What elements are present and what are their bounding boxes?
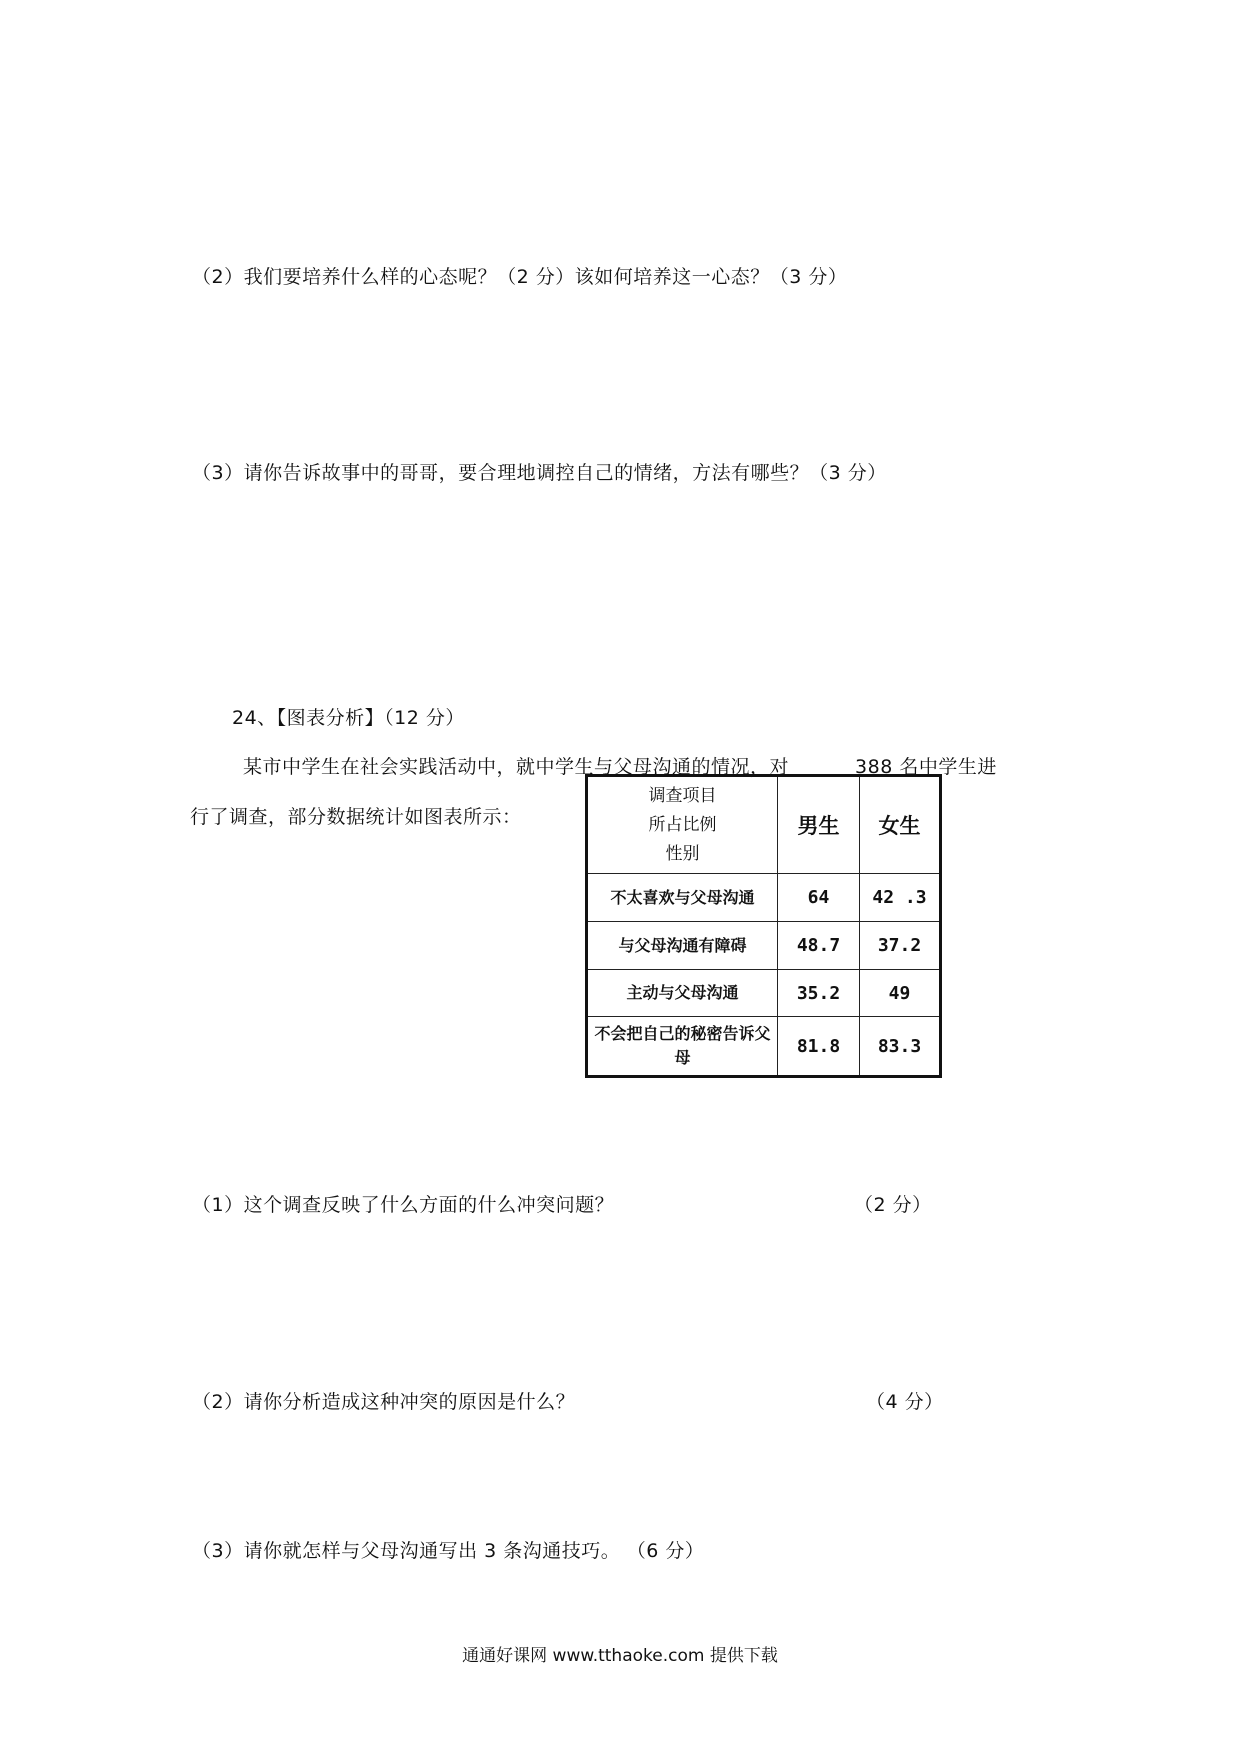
male-value: 64 <box>778 874 860 922</box>
corner-line-2: 所占比例 <box>648 814 717 835</box>
corner-line-1: 调查项目 <box>648 785 717 806</box>
corner-line-3: 性别 <box>665 843 700 864</box>
question-2-score: （4 分） <box>866 1391 944 1413</box>
female-value: 42 .3 <box>860 874 941 922</box>
question-2-prev: （2）我们要培养什么样的心态呢？（2 分）该如何培养这一心态？（3 分） <box>192 266 848 288</box>
survey-table <box>585 774 942 1078</box>
female-value: 49 <box>860 970 941 1017</box>
male-value: 81.8 <box>778 1017 860 1077</box>
table-header-row <box>587 776 941 874</box>
section-intro-line2: 行了调查，部分数据统计如图表所示： <box>190 806 522 828</box>
row-label: 与父母沟通有障碍 <box>587 922 778 970</box>
male-value: 48.7 <box>778 922 860 970</box>
column-header-male: 男生 <box>778 776 860 874</box>
question-3: （3）请你就怎样与父母沟通写出 3 条沟通技巧。 （6 分） <box>192 1540 705 1562</box>
table-row <box>587 874 941 922</box>
question-1: （1）这个调查反映了什么方面的什么冲突问题？ <box>192 1194 615 1216</box>
row-label: 不会把自己的秘密告诉父母 <box>587 1017 778 1077</box>
question-2: （2）请你分析造成这种冲突的原因是什么？ <box>192 1391 576 1413</box>
female-value: 37.2 <box>860 922 941 970</box>
section-heading: 24、【图表分析】（12 分） <box>232 707 465 729</box>
intro-text-b: 388 名中学生进 <box>855 756 997 778</box>
question-3-prev: （3）请你告诉故事中的哥哥，要合理地调控自己的情绪，方法有哪些？（3 分） <box>192 462 887 484</box>
column-header-female: 女生 <box>860 776 941 874</box>
page-footer: 通通好课网 www.tthaoke.com 提供下载 <box>462 1646 778 1666</box>
male-value: 35.2 <box>778 970 860 1017</box>
table-row <box>587 970 941 1017</box>
intro-text-a: 某市中学生在社会实践活动中，就中学生与父母沟通的情况，对 <box>243 756 790 778</box>
corner-cell <box>587 776 778 874</box>
table-row <box>587 1017 941 1077</box>
question-1-score: （2 分） <box>854 1194 932 1216</box>
row-label: 主动与父母沟通 <box>587 970 778 1017</box>
female-value: 83.3 <box>860 1017 941 1077</box>
row-label: 不太喜欢与父母沟通 <box>587 874 778 922</box>
table-row <box>587 922 941 970</box>
